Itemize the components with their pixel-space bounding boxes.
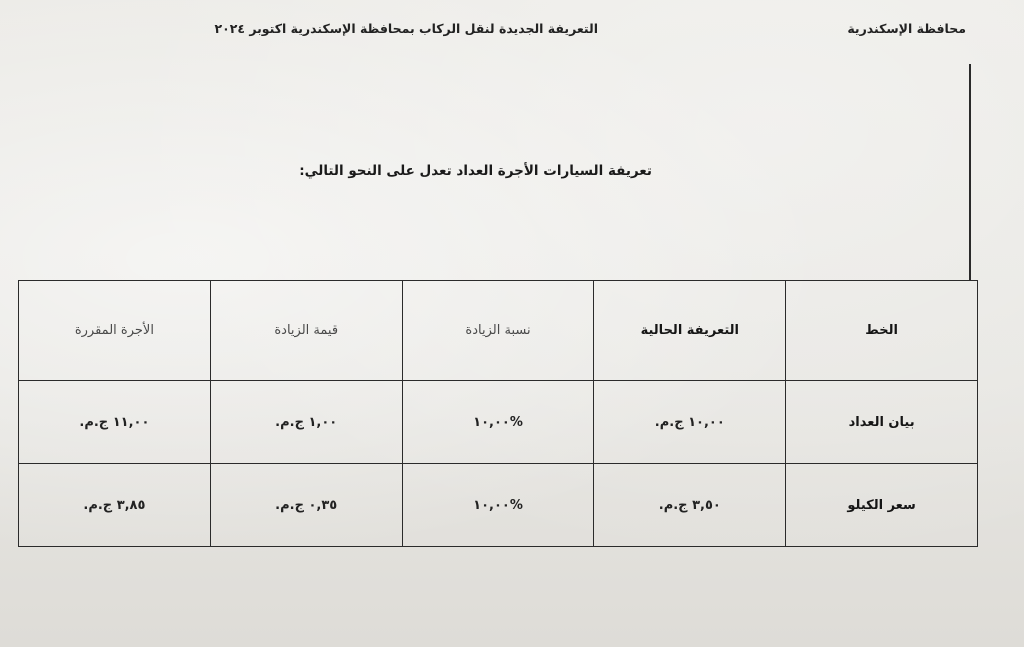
section-subtitle: تعريفة السيارات الأجرة العداد تعدل على النحو التالي: (299, 163, 652, 179)
col-header-increase-rate: نسبة الزيادة (402, 281, 594, 381)
cell-current-fare: ٣,٥٠ ج.م. (594, 464, 786, 547)
col-header-current-fare: التعريفة الحالية (594, 281, 786, 381)
table-row (19, 381, 978, 464)
col-header-line: الخط (786, 281, 978, 381)
col-header-increase-value: قيمة الزيادة (210, 281, 402, 381)
cell-increase-rate: %١٠,٠٠ (402, 381, 594, 464)
cell-current-fare: ١٠,٠٠ ج.م. (594, 381, 786, 464)
cell-set-fare: ٣,٨٥ ج.م. (19, 464, 211, 547)
cell-line: بيان العداد (786, 381, 978, 464)
cell-increase-rate: %١٠,٠٠ (402, 464, 594, 547)
margin-rule (969, 64, 971, 281)
col-header-set-fare: الأجرة المقررة (19, 281, 211, 381)
governorate-header: محافظة الإسكندرية (847, 21, 966, 36)
cell-line: سعر الكيلو (786, 464, 978, 547)
cell-increase-value: ٠,٣٥ ج.م. (210, 464, 402, 547)
table-row (19, 464, 978, 547)
cell-increase-value: ١,٠٠ ج.م. (210, 381, 402, 464)
cell-set-fare: ١١,٠٠ ج.م. (19, 381, 211, 464)
fare-table (18, 280, 978, 547)
document-title: التعريفة الجديدة لنقل الركاب بمحافظة الإسكندرية اكتوبر ٢٠٢٤ (214, 21, 598, 36)
table-header-row (19, 281, 978, 381)
